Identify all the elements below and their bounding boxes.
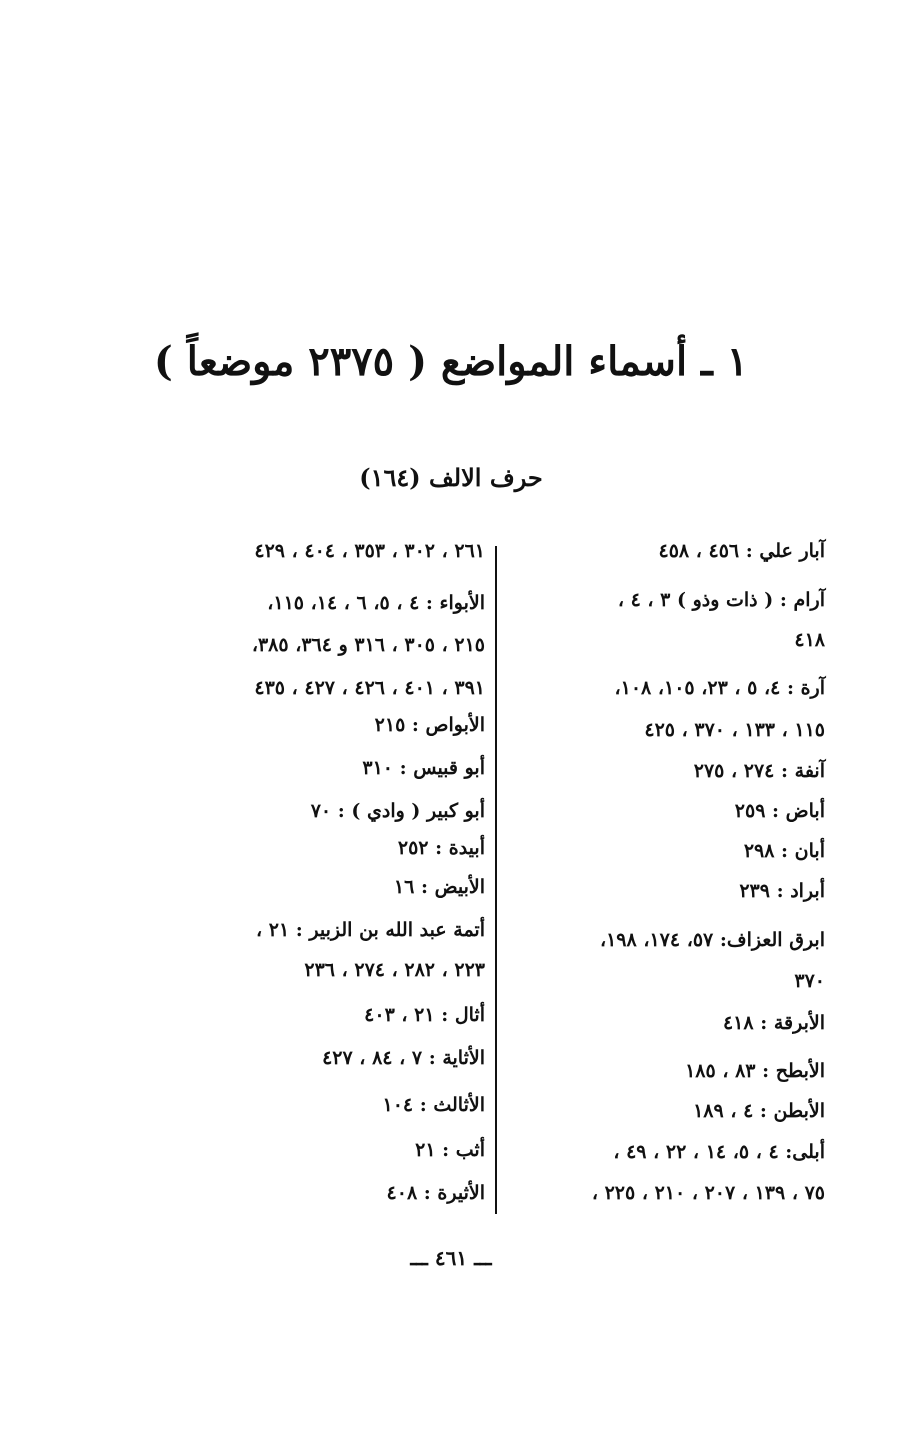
entry-line: آرام : ( ذات وذو ) ٣ ، ٤ ، [617,589,825,611]
entry-line: آنفة : ٢٧٤ ، ٢٧٥ [693,760,825,782]
entry-line: الأثالث : ١٠٤ [382,1094,485,1116]
entry-line: ٣٩١ ، ٤٠١ ، ٤٢٦ ، ٤٢٧ ، ٤٣٥ [254,677,485,699]
entry-line: أتمة عبد الله بن الزبير : ٢١ ، [255,919,485,941]
entry-line: الأبرقة : ٤١٨ [722,1012,825,1034]
entry-line: الأبيض : ١٦ [393,876,485,898]
entry-line: ٣٧٠ [794,970,825,992]
entry-line: آبار علي : ٤٥٦ ، ٤٥٨ [658,540,825,562]
entry-line: آرة : ٤، ٥ ، ٢٣، ١٠٥، ١٠٨، [614,677,825,699]
entry-line: الأثاية : ٧ ، ٨٤ ، ٤٢٧ [322,1047,485,1069]
entry-line: الأبواص : ٢١٥ [374,714,485,736]
entry-line: ٧٥ ، ١٣٩ ، ٢٠٧ ، ٢١٠ ، ٢٢٥ ، [591,1182,825,1204]
page-number: ـــ ٤٦١ ـــ [410,1246,492,1270]
entry-line: الأبطن : ٤ ، ١٨٩ [693,1100,825,1122]
entry-line: أباض : ٢٥٩ [734,800,825,822]
entry-line: الأبطح : ٨٣ ، ١٨٥ [685,1060,825,1082]
entry-line: ١١٥ ، ١٣٣ ، ٣٧٠ ، ٤٢٥ [644,719,825,741]
entry-line: الأبواء : ٤ ، ٥، ٦ ، ١٤، ١١٥، [267,592,485,614]
entry-line: أثال : ٢١ ، ٤٠٣ [364,1004,485,1026]
entry-line: ٢٦١ ، ٣٠٢ ، ٣٥٣ ، ٤٠٤ ، ٤٢٩ [254,540,485,562]
entry-line: ٢١٥ ، ٣٠٥ ، ٣١٦ و ٣٦٤، ٣٨٥، [251,634,485,656]
entry-line: أبان : ٢٩٨ [743,840,825,862]
entry-line: أبو قبيس : ٣١٠ [362,757,485,779]
page-title: ١ ـ أسماء المواضع ( ٢٣٧٥ موضعاً ) [153,338,749,385]
entry-line: الأثيرة : ٤٠٨ [386,1182,485,1204]
entry-line: ٤١٨ [794,629,825,651]
entry-line: أبراد : ٢٣٩ [739,880,825,902]
entry-line: أبو كبير ( وادي ) : ٧٠ [310,800,485,822]
entry-line: ٢٢٣ ، ٢٨٢ ، ٢٧٤ ، ٢٣٦ [304,959,485,981]
entry-line: أبيدة : ٢٥٢ [397,837,485,859]
entry-line: أثب : ٢١ [415,1139,485,1161]
column-divider [495,546,497,1214]
entry-line: ابرق العزاف: ٥٧، ١٧٤، ١٩٨، [599,929,825,951]
section-subtitle: حرف الالف (١٦٤) [359,463,543,492]
entry-line: أبلى: ٤ ، ٥، ١٤ ، ٢٢ ، ٤٩ ، [613,1141,825,1163]
